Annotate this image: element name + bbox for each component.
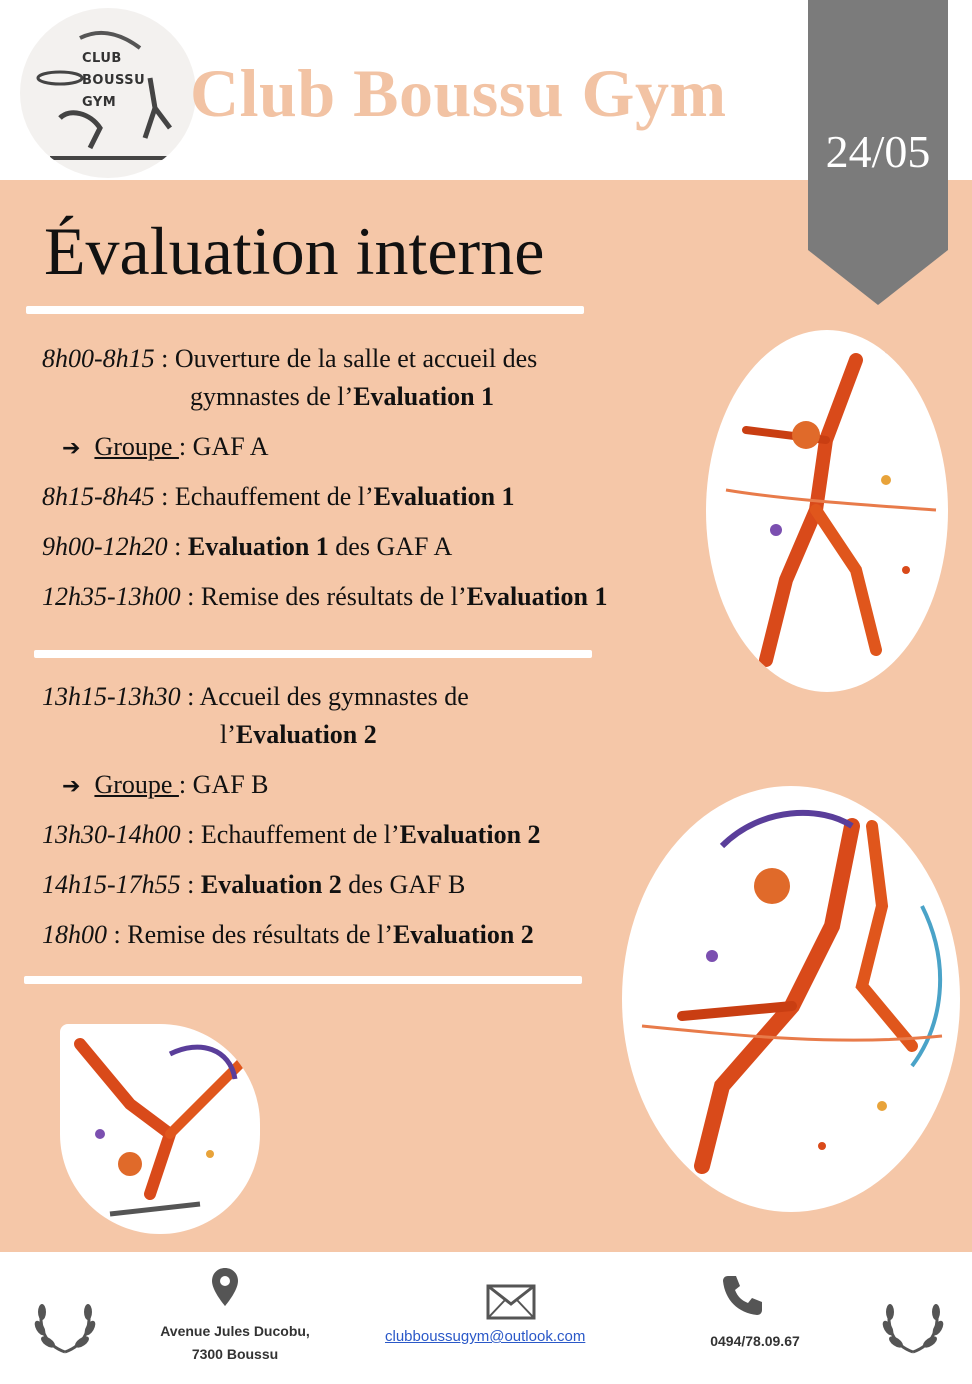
club-logo	[20, 8, 196, 178]
logo-line-boussu: BOUSSU	[82, 73, 146, 88]
schedule-line	[42, 870, 465, 900]
evaluation-name: Evaluation 1	[187, 532, 329, 561]
envelope-icon	[486, 1284, 536, 1320]
time-range: 18h00	[42, 920, 107, 949]
gymnast-image-2	[622, 786, 960, 1212]
group-value: : GAF B	[178, 770, 269, 799]
location-pin-icon	[210, 1266, 240, 1308]
schedule-text: : Accueil des gymnastes de	[180, 682, 469, 711]
group-line	[62, 432, 269, 462]
gymnast-image-3	[60, 1024, 260, 1234]
evaluation-name: Evaluation 2	[200, 870, 342, 899]
schedule-text: l’	[220, 720, 236, 749]
gymnast-painting	[706, 330, 948, 692]
schedule-line-continued	[190, 382, 494, 412]
divider-1	[26, 306, 584, 314]
arrow-right-icon: ➔	[62, 774, 81, 799]
evaluation-name: Evaluation 1	[373, 482, 515, 511]
logo-line-gym: GYM	[82, 95, 117, 110]
divider-2	[34, 650, 592, 658]
group-label: Groupe	[94, 770, 179, 799]
address-line-2: 7300 Boussu	[191, 1346, 279, 1362]
group-value: : GAF A	[178, 432, 269, 461]
schedule-text: des GAF B	[341, 870, 466, 899]
schedule-text: : Remise des résultats de l’	[107, 920, 393, 949]
group-label: Groupe	[94, 432, 179, 461]
club-title: Club Boussu Gym	[190, 55, 727, 131]
schedule-line-continued	[220, 720, 377, 750]
schedule-line	[42, 532, 452, 562]
email-link[interactable]: clubboussugym@outlook.com	[385, 1328, 586, 1345]
evaluation-name: Evaluation 2	[235, 720, 377, 749]
date-label: 24/05	[825, 126, 931, 177]
arrow-right-icon: ➔	[62, 436, 81, 461]
time-range: 12h35-13h00	[42, 582, 181, 611]
phone-icon	[720, 1272, 766, 1318]
schedule-text: : Echauffement de l’	[180, 820, 400, 849]
time-range: 8h15-8h45	[42, 482, 155, 511]
evaluation-name: Evaluation 2	[399, 820, 541, 849]
schedule-text: : Remise des résultats de l’	[180, 582, 467, 611]
schedule-text: :	[167, 532, 188, 561]
schedule-text: gymnastes de l’	[190, 382, 354, 411]
phone-number: 0494/78.09.67	[710, 1333, 800, 1349]
time-range: 8h00-8h15	[42, 344, 155, 373]
address	[140, 1320, 330, 1366]
schedule-text: : Echauffement de l’	[154, 482, 374, 511]
logo-text	[82, 48, 145, 114]
logo-line-club: CLUB	[82, 51, 122, 66]
time-range: 14h15-17h55	[42, 870, 181, 899]
page-title: Évaluation interne	[44, 213, 545, 289]
time-range: 13h15-13h30	[42, 682, 181, 711]
schedule-line	[42, 344, 537, 374]
evaluation-name: Evaluation 1	[353, 382, 495, 411]
address-line-1: Avenue Jules Ducobu,	[160, 1323, 310, 1339]
divider-3	[24, 976, 582, 984]
time-range: 13h30-14h00	[42, 820, 181, 849]
schedule-text: :	[180, 870, 201, 899]
schedule-line	[42, 582, 607, 612]
schedule-line	[42, 482, 515, 512]
gymnast-image-1	[706, 330, 948, 692]
group-line	[62, 770, 269, 800]
schedule-text: : Ouverture de la salle et accueil des	[154, 344, 538, 373]
schedule-line	[42, 820, 541, 850]
schedule-line	[42, 920, 534, 950]
time-range: 9h00-12h20	[42, 532, 168, 561]
schedule-text: des GAF A	[328, 532, 453, 561]
evaluation-name: Evaluation 2	[392, 920, 534, 949]
laurel-wreath-icon	[30, 1290, 100, 1360]
gymnast-painting	[60, 1024, 260, 1234]
evaluation-name: Evaluation 1	[466, 582, 608, 611]
gymnast-painting	[622, 786, 960, 1212]
laurel-wreath-icon	[878, 1290, 948, 1360]
schedule-line	[42, 682, 469, 712]
